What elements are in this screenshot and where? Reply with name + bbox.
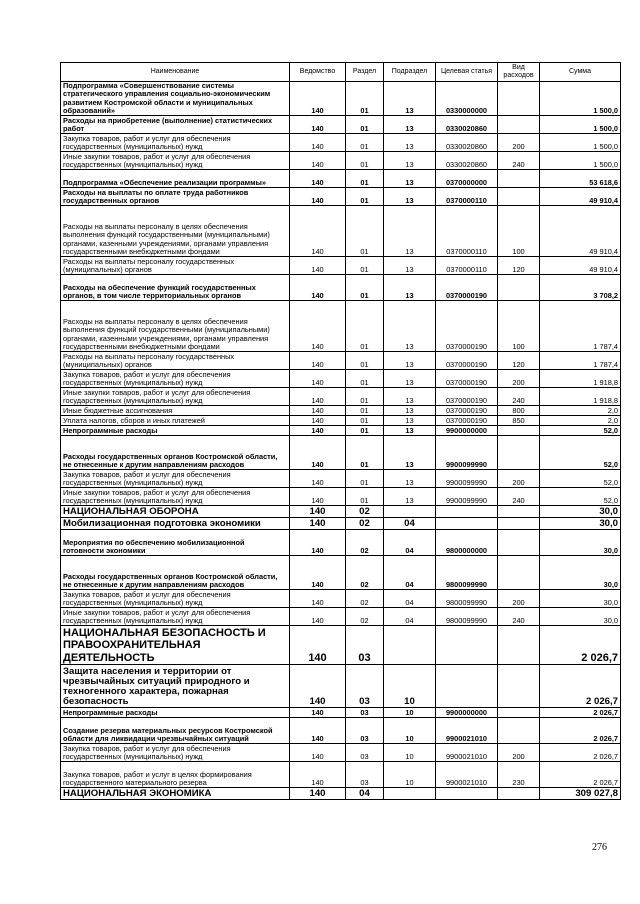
cell-kind: [498, 530, 540, 556]
cell-dept: 140: [290, 370, 346, 388]
cell-target: 0370000190: [436, 388, 498, 406]
cell-name: НАЦИОНАЛЬНАЯ ЭКОНОМИКА: [61, 788, 290, 800]
cell-section: 01: [346, 301, 384, 352]
cell-target: 0370000000: [436, 170, 498, 188]
table-row: [61, 370, 621, 388]
cell-name: Расходы на приобретение (выполнение) статистических работ: [61, 116, 290, 134]
cell-subsection: 13: [384, 301, 436, 352]
cell-section: 01: [346, 470, 384, 488]
cell-name: Закупка товаров, работ и услуг для обеспечения государственных (муниципальных) нужд: [61, 744, 290, 762]
column-header-name: Наименование: [61, 63, 290, 82]
table-body: [61, 82, 621, 800]
cell-sum: 3 708,2: [540, 275, 621, 301]
cell-dept: 140: [290, 134, 346, 152]
cell-name: Создание резерва материальных ресурсов Костромской области для ликвидации чрезвычайных ситуаций: [61, 718, 290, 744]
cell-sum: 1 500,0: [540, 82, 621, 116]
cell-kind: 100: [498, 206, 540, 257]
cell-kind: 200: [498, 744, 540, 762]
cell-kind: 200: [498, 590, 540, 608]
cell-dept: 140: [290, 301, 346, 352]
cell-section: 02: [346, 506, 384, 518]
cell-sum: 53 618,6: [540, 170, 621, 188]
cell-section: 01: [346, 416, 384, 426]
cell-target: 0370000110: [436, 188, 498, 206]
table-row: [61, 744, 621, 762]
cell-sum: 49 910,4: [540, 257, 621, 275]
cell-name: Подпрограмма «Совершенствование системы стратегического управления социально-экономическим развитием Костромской области и муниципальных образований»: [61, 82, 290, 116]
table-row: [61, 762, 621, 788]
cell-subsection: 04: [384, 530, 436, 556]
cell-name: Подпрограмма «Обеспечение реализации программы»: [61, 170, 290, 188]
cell-dept: 140: [290, 506, 346, 518]
cell-name: Мероприятия по обеспечению мобилизационной готовности экономики: [61, 530, 290, 556]
cell-sum: 52,0: [540, 436, 621, 470]
cell-kind: [498, 426, 540, 436]
cell-target: 0370000110: [436, 257, 498, 275]
table-row: [61, 134, 621, 152]
table-row: [61, 718, 621, 744]
cell-sum: 49 910,4: [540, 206, 621, 257]
cell-dept: 140: [290, 556, 346, 590]
cell-section: 02: [346, 556, 384, 590]
table-row: [61, 788, 621, 800]
cell-name: Иные бюджетные ассигнования: [61, 406, 290, 416]
cell-dept: 140: [290, 406, 346, 416]
table-row: [61, 352, 621, 370]
cell-sum: 2,0: [540, 416, 621, 426]
cell-section: 03: [346, 708, 384, 718]
cell-name: Закупка товаров, работ и услуг для обеспечения государственных (муниципальных) нужд: [61, 370, 290, 388]
cell-subsection: [384, 506, 436, 518]
cell-sum: 30,0: [540, 556, 621, 590]
cell-name: Расходы на выплаты персоналу государственных (муниципальных) органов: [61, 352, 290, 370]
cell-section: 01: [346, 370, 384, 388]
cell-target: [436, 518, 498, 530]
cell-subsection: 13: [384, 275, 436, 301]
cell-subsection: 04: [384, 590, 436, 608]
cell-sum: 30,0: [540, 518, 621, 530]
table-row: [61, 590, 621, 608]
cell-subsection: 13: [384, 488, 436, 506]
cell-dept: 140: [290, 518, 346, 530]
cell-section: 01: [346, 134, 384, 152]
cell-name: Уплата налогов, сборов и иных платежей: [61, 416, 290, 426]
table-row: [61, 626, 621, 665]
cell-name: Расходы на выплаты персоналу государственных (муниципальных) органов: [61, 257, 290, 275]
cell-dept: 140: [290, 626, 346, 665]
cell-target: 9900021010: [436, 718, 498, 744]
cell-subsection: 13: [384, 82, 436, 116]
cell-kind: 200: [498, 470, 540, 488]
cell-kind: 230: [498, 762, 540, 788]
cell-subsection: 13: [384, 170, 436, 188]
cell-target: 9900099990: [436, 488, 498, 506]
cell-kind: 100: [498, 301, 540, 352]
cell-section: 03: [346, 744, 384, 762]
cell-subsection: 13: [384, 134, 436, 152]
cell-subsection: 10: [384, 718, 436, 744]
cell-sum: 1 787,4: [540, 301, 621, 352]
cell-target: 0370000190: [436, 352, 498, 370]
cell-target: 0370000110: [436, 206, 498, 257]
cell-dept: 140: [290, 257, 346, 275]
cell-section: 02: [346, 518, 384, 530]
cell-subsection: 10: [384, 708, 436, 718]
cell-name: Расходы на выплаты персоналу в целях обеспечения выполнения функций государственными (муниципальными) органами, казенными учреждениями, органами управления государственными внебюджетными фондами: [61, 206, 290, 257]
cell-dept: 140: [290, 744, 346, 762]
cell-kind: [498, 665, 540, 708]
budget-table: [60, 62, 621, 800]
column-header-dept: Ведомство: [290, 63, 346, 82]
cell-sum: 30,0: [540, 530, 621, 556]
cell-dept: 140: [290, 206, 346, 257]
cell-dept: 140: [290, 608, 346, 626]
cell-dept: 140: [290, 352, 346, 370]
table-row: [61, 301, 621, 352]
cell-sum: 52,0: [540, 426, 621, 436]
cell-name: НАЦИОНАЛЬНАЯ ОБОРОНА: [61, 506, 290, 518]
cell-section: 01: [346, 257, 384, 275]
column-header-target: Целевая статья: [436, 63, 498, 82]
cell-sum: 2,0: [540, 406, 621, 416]
cell-kind: 240: [498, 388, 540, 406]
cell-subsection: 13: [384, 116, 436, 134]
cell-sum: 1 918,8: [540, 370, 621, 388]
cell-section: 02: [346, 608, 384, 626]
cell-subsection: 13: [384, 152, 436, 170]
cell-subsection: [384, 626, 436, 665]
cell-subsection: 10: [384, 762, 436, 788]
cell-subsection: 10: [384, 665, 436, 708]
cell-target: [436, 788, 498, 800]
cell-kind: 240: [498, 152, 540, 170]
cell-target: 0370000190: [436, 416, 498, 426]
cell-target: 0370000190: [436, 301, 498, 352]
table-row: [61, 608, 621, 626]
cell-kind: [498, 275, 540, 301]
table-row: [61, 82, 621, 116]
table-row: [61, 170, 621, 188]
cell-subsection: 04: [384, 556, 436, 590]
cell-sum: 1 500,0: [540, 134, 621, 152]
cell-name: Мобилизационная подготовка экономики: [61, 518, 290, 530]
table-row: [61, 116, 621, 134]
cell-sum: 30,0: [540, 608, 621, 626]
cell-name: Иные закупки товаров, работ и услуг для обеспечения государственных (муниципальных) нужд: [61, 388, 290, 406]
cell-sum: 2 026,7: [540, 762, 621, 788]
cell-name: Расходы на выплаты персоналу в целях обеспечения выполнения функций государственными (муниципальными) органами, казенными учреждениями, органами управления государственными внебюджетными фондами: [61, 301, 290, 352]
cell-target: 0370000190: [436, 370, 498, 388]
cell-target: 9900000000: [436, 426, 498, 436]
cell-sum: 30,0: [540, 590, 621, 608]
cell-name: Закупка товаров, работ и услуг в целях формирования государственного материального резерва: [61, 762, 290, 788]
cell-target: 9800000000: [436, 530, 498, 556]
cell-target: 9800099990: [436, 556, 498, 590]
table-row: [61, 470, 621, 488]
cell-dept: 140: [290, 436, 346, 470]
cell-kind: 120: [498, 352, 540, 370]
table-row: [61, 506, 621, 518]
cell-section: 01: [346, 152, 384, 170]
cell-target: 0330000000: [436, 82, 498, 116]
cell-target: 9800099990: [436, 590, 498, 608]
column-header-kind: Вид расходов: [498, 63, 540, 82]
cell-dept: 140: [290, 530, 346, 556]
cell-dept: 140: [290, 416, 346, 426]
table-row: [61, 426, 621, 436]
table-row: [61, 488, 621, 506]
cell-kind: 200: [498, 134, 540, 152]
cell-subsection: 04: [384, 608, 436, 626]
cell-target: 0370000190: [436, 406, 498, 416]
table-row: [61, 518, 621, 530]
cell-kind: 200: [498, 370, 540, 388]
cell-sum: 2 026,7: [540, 708, 621, 718]
cell-kind: [498, 626, 540, 665]
cell-dept: 140: [290, 762, 346, 788]
cell-kind: [498, 556, 540, 590]
cell-section: 01: [346, 206, 384, 257]
cell-subsection: 13: [384, 257, 436, 275]
cell-target: [436, 626, 498, 665]
cell-sum: 49 910,4: [540, 188, 621, 206]
table-row: [61, 388, 621, 406]
cell-target: 0330020860: [436, 134, 498, 152]
cell-dept: 140: [290, 665, 346, 708]
column-header-sum: Сумма: [540, 63, 621, 82]
cell-section: 01: [346, 116, 384, 134]
cell-kind: 120: [498, 257, 540, 275]
cell-section: 01: [346, 170, 384, 188]
cell-dept: 140: [290, 470, 346, 488]
cell-sum: 1 500,0: [540, 116, 621, 134]
cell-dept: 140: [290, 788, 346, 800]
cell-target: 0330020860: [436, 152, 498, 170]
cell-subsection: 13: [384, 416, 436, 426]
table-row: [61, 556, 621, 590]
cell-target: [436, 665, 498, 708]
cell-sum: 2 026,7: [540, 665, 621, 708]
cell-name: Защита населения и территории от чрезвычайных ситуаций природного и техногенного характера, пожарная безопасность: [61, 665, 290, 708]
table-row: [61, 406, 621, 416]
cell-name: Закупка товаров, работ и услуг для обеспечения государственных (муниципальных) нужд: [61, 590, 290, 608]
cell-name: НАЦИОНАЛЬНАЯ БЕЗОПАСНОСТЬ И ПРАВООХРАНИТЕЛЬНАЯ ДЕЯТЕЛЬНОСТЬ: [61, 626, 290, 665]
column-header-subsection: Подраздел: [384, 63, 436, 82]
cell-dept: 140: [290, 426, 346, 436]
cell-section: 03: [346, 665, 384, 708]
cell-section: 01: [346, 188, 384, 206]
cell-name: Расходы государственных органов Костромской области, не отнесенные к другим направлениям расходов: [61, 436, 290, 470]
cell-subsection: 13: [384, 370, 436, 388]
cell-subsection: 10: [384, 744, 436, 762]
table-row: [61, 152, 621, 170]
cell-section: 02: [346, 530, 384, 556]
cell-dept: 140: [290, 488, 346, 506]
page-number: 276: [592, 842, 607, 853]
cell-target: 9900021010: [436, 762, 498, 788]
cell-section: 03: [346, 762, 384, 788]
cell-section: 01: [346, 82, 384, 116]
table-row: [61, 530, 621, 556]
cell-name: Непрограммные расходы: [61, 708, 290, 718]
cell-kind: 240: [498, 488, 540, 506]
cell-subsection: 13: [384, 406, 436, 416]
cell-subsection: 13: [384, 388, 436, 406]
cell-target: 9900000000: [436, 708, 498, 718]
cell-dept: 140: [290, 152, 346, 170]
cell-section: 04: [346, 788, 384, 800]
cell-kind: [498, 718, 540, 744]
cell-kind: [498, 82, 540, 116]
cell-kind: 240: [498, 608, 540, 626]
cell-kind: [498, 506, 540, 518]
column-header-section: Раздел: [346, 63, 384, 82]
table-row: [61, 206, 621, 257]
cell-name: Закупка товаров, работ и услуг для обеспечения государственных (муниципальных) нужд: [61, 134, 290, 152]
cell-kind: 800: [498, 406, 540, 416]
cell-sum: 2 026,7: [540, 744, 621, 762]
cell-section: 03: [346, 718, 384, 744]
cell-name: Иные закупки товаров, работ и услуг для обеспечения государственных (муниципальных) нужд: [61, 608, 290, 626]
table-row: [61, 275, 621, 301]
table-row: [61, 708, 621, 718]
table-row: [61, 188, 621, 206]
cell-kind: [498, 708, 540, 718]
table-row: [61, 416, 621, 426]
cell-target: 9900099990: [436, 470, 498, 488]
cell-section: 01: [346, 352, 384, 370]
cell-kind: [498, 436, 540, 470]
cell-dept: 140: [290, 82, 346, 116]
cell-sum: 52,0: [540, 470, 621, 488]
cell-name: Иные закупки товаров, работ и услуг для обеспечения государственных (муниципальных) нужд: [61, 488, 290, 506]
cell-kind: [498, 788, 540, 800]
cell-section: 01: [346, 436, 384, 470]
cell-sum: 30,0: [540, 506, 621, 518]
cell-target: 9900021010: [436, 744, 498, 762]
cell-kind: [498, 188, 540, 206]
cell-dept: 140: [290, 708, 346, 718]
cell-subsection: 13: [384, 436, 436, 470]
cell-dept: 140: [290, 590, 346, 608]
cell-sum: 52,0: [540, 488, 621, 506]
cell-target: [436, 506, 498, 518]
table-row: [61, 665, 621, 708]
cell-name: Иные закупки товаров, работ и услуг для обеспечения государственных (муниципальных) нужд: [61, 152, 290, 170]
cell-section: 01: [346, 388, 384, 406]
cell-section: 01: [346, 275, 384, 301]
cell-sum: 2 026,7: [540, 626, 621, 665]
cell-section: 03: [346, 626, 384, 665]
cell-kind: [498, 170, 540, 188]
cell-sum: 1 787,4: [540, 352, 621, 370]
cell-sum: 1 500,0: [540, 152, 621, 170]
cell-subsection: 13: [384, 206, 436, 257]
table-row: [61, 257, 621, 275]
cell-dept: 140: [290, 188, 346, 206]
cell-target: 0330020860: [436, 116, 498, 134]
cell-name: Закупка товаров, работ и услуг для обеспечения государственных (муниципальных) нужд: [61, 470, 290, 488]
cell-section: 02: [346, 590, 384, 608]
cell-subsection: 13: [384, 426, 436, 436]
cell-kind: 850: [498, 416, 540, 426]
cell-name: Непрограммные расходы: [61, 426, 290, 436]
cell-sum: 309 027,8: [540, 788, 621, 800]
cell-subsection: 13: [384, 470, 436, 488]
cell-name: Расходы на выплаты по оплате труда работников государственных органов: [61, 188, 290, 206]
cell-section: 01: [346, 488, 384, 506]
cell-kind: [498, 116, 540, 134]
cell-subsection: 13: [384, 352, 436, 370]
cell-sum: 1 918,8: [540, 388, 621, 406]
cell-dept: 140: [290, 275, 346, 301]
cell-dept: 140: [290, 388, 346, 406]
table-row: [61, 436, 621, 470]
cell-target: 9800099990: [436, 608, 498, 626]
cell-name: Расходы на обеспечение функций государственных органов, в том числе территориальных органов: [61, 275, 290, 301]
cell-section: 01: [346, 406, 384, 416]
cell-subsection: 13: [384, 188, 436, 206]
cell-dept: 140: [290, 170, 346, 188]
cell-kind: [498, 518, 540, 530]
cell-subsection: 04: [384, 518, 436, 530]
table-header-row: [61, 63, 621, 82]
cell-target: 9900099990: [436, 436, 498, 470]
cell-target: 0370000190: [436, 275, 498, 301]
cell-subsection: [384, 788, 436, 800]
cell-dept: 140: [290, 116, 346, 134]
cell-name: Расходы государственных органов Костромской области, не отнесенные к другим направлениям расходов: [61, 556, 290, 590]
cell-section: 01: [346, 426, 384, 436]
cell-sum: 2 026,7: [540, 718, 621, 744]
cell-dept: 140: [290, 718, 346, 744]
